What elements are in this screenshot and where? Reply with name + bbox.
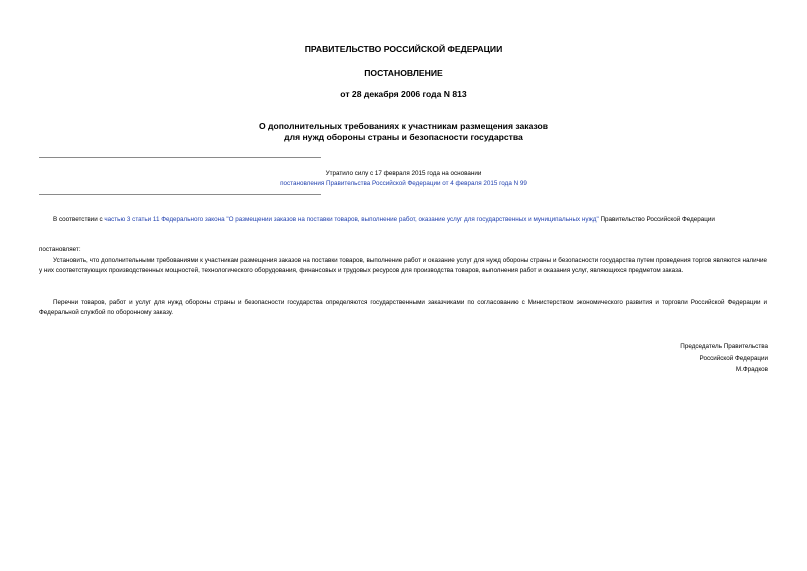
resolves-text: постановляет: [39,246,81,253]
government-heading: ПРАВИТЕЛЬСТВО РОССИЙСКОЙ ФЕДЕРАЦИИ [304,44,503,54]
paragraph-lists: Перечни товаров, работ и услуг для нужд обороны страны и безопасности государства определяются государственными заказчиками по согласованию с Министерством экономического развития и торговли Российской Федерации и Федеральной службой по оборонному заказу. [39,299,767,317]
status-note-link[interactable]: постановления Правительства Российской Федерации от 4 февраля 2015 года N 99 [280,180,527,187]
paragraph-basis-suffix: Правительство Российской Федерации [598,216,715,223]
document-date-number: от 28 декабря 2006 года N 813 [340,89,467,99]
paragraph-basis [39,215,767,225]
signature-position-line-2: Российской Федерации [699,354,768,362]
paragraph-requirements: Установить, что дополнительными требованиями к участникам размещения заказов на поставки товаров, выполнение работ и оказание услуг для нужд обороны страны и безопасности государства путем проведения торгов являются наличие у них соответствующих производственных мощностей, технологического оборудования, финансовых и трудовых ресурсов для производства товаров, выполнения работ и оказания услуг, являющихся предметом заказа. [39,257,767,275]
status-note-text: Утратило силу с 17 февраля 2015 года на основании [325,170,482,177]
signature-name: М.Фрадков [735,366,768,373]
document-title-line-2: для нужд обороны страны и безопасности государства [284,132,523,142]
divider-top [39,157,321,158]
federal-law-link[interactable]: частью 3 статьи 11 Федерального закона "О размещении заказов на поставки товаров, выполнение работ, оказание услуг для государственных и муниципальных нужд" [104,216,599,223]
paragraph-basis-prefix: В соответствии с [53,216,105,223]
signature-position-line-1: Председатель Правительства [680,343,768,350]
document-title-line-1: О дополнительных требованиях к участникам размещения заказов [258,121,549,131]
document-type-heading: ПОСТАНОВЛЕНИЕ [364,68,443,78]
divider-bottom [39,194,321,195]
signature-block [680,341,768,376]
